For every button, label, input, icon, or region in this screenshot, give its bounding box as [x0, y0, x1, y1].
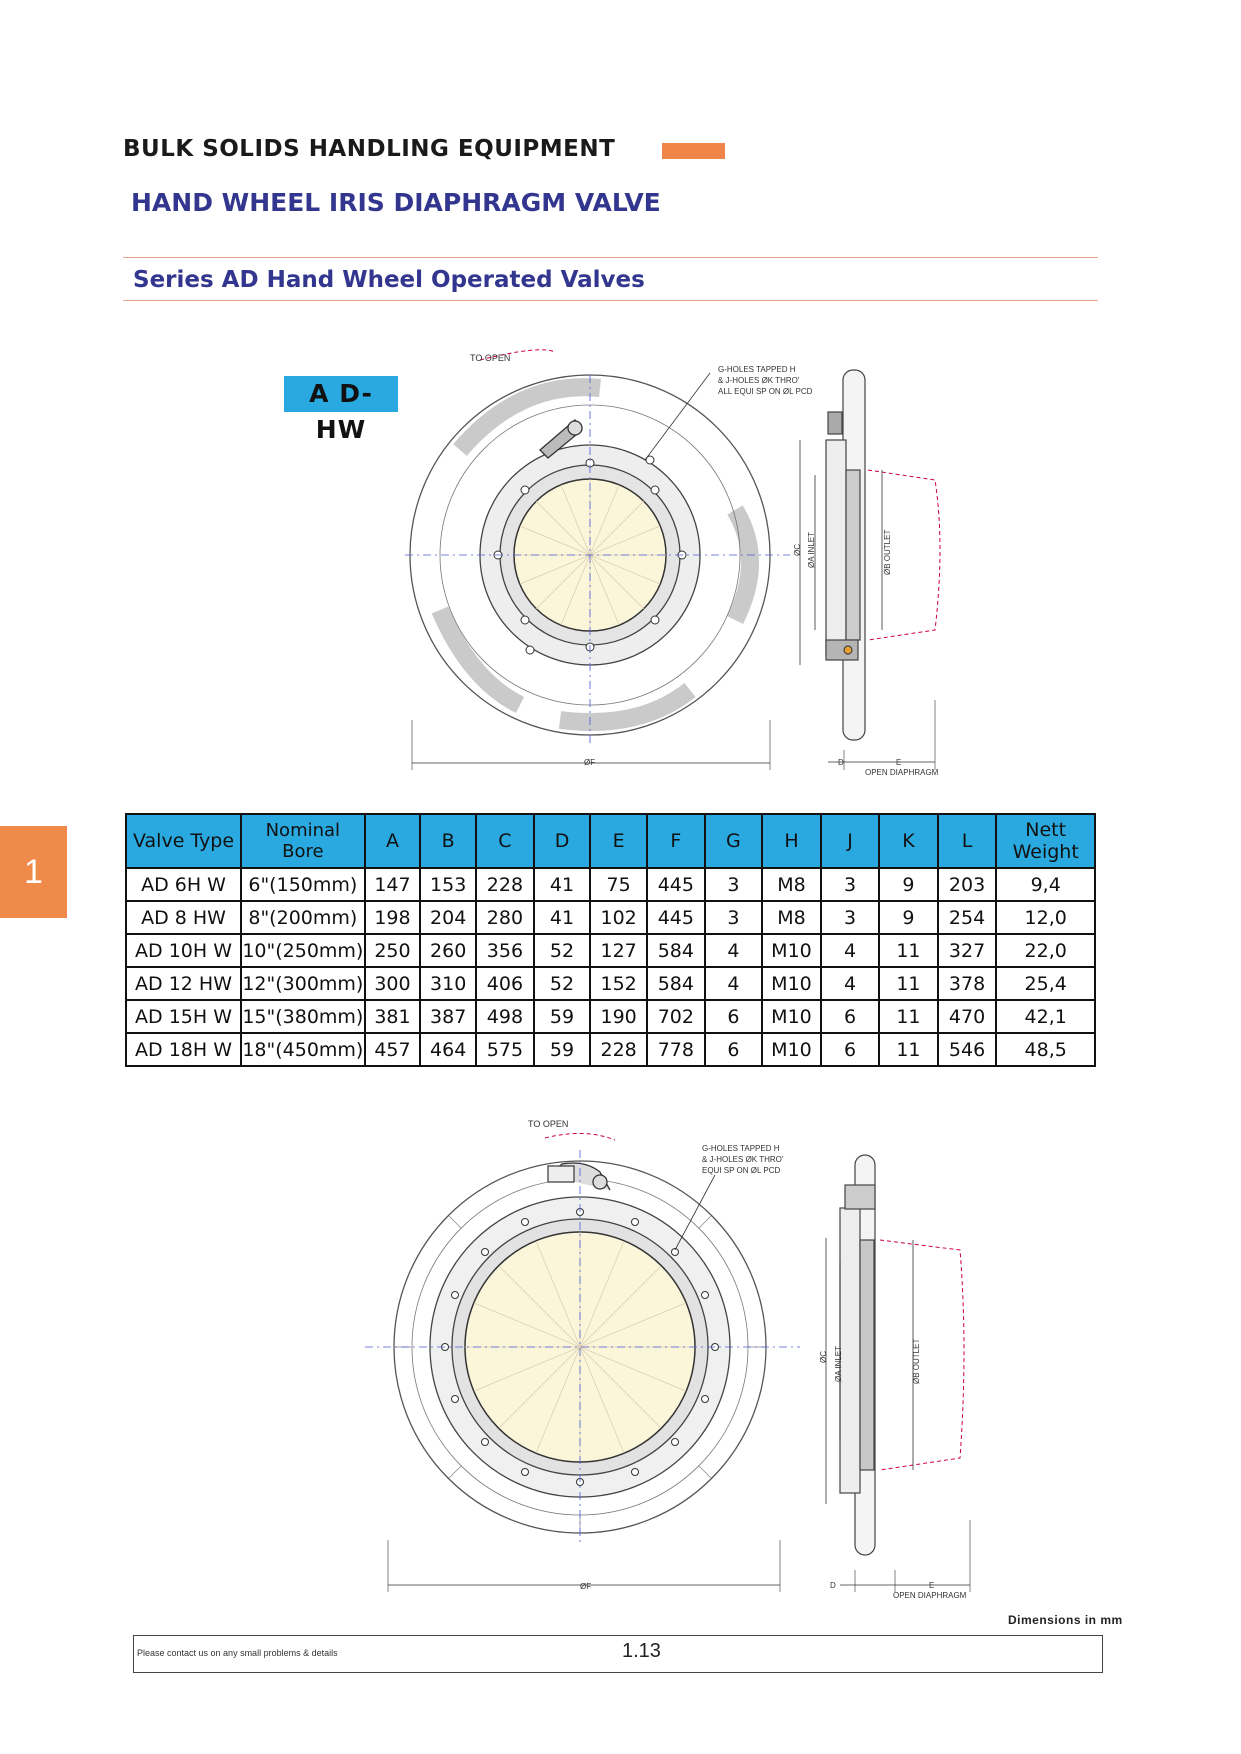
- to-open-label: TO OPEN: [470, 353, 511, 363]
- table-cell: 25,4: [996, 967, 1095, 1000]
- col-valve-type: Valve Type: [126, 814, 241, 868]
- table-cell: M8: [762, 868, 821, 901]
- dim-f-label: ØF: [584, 758, 596, 767]
- dim-e-label: E: [896, 758, 902, 767]
- table-cell: 52: [534, 934, 591, 967]
- table-cell: 11: [879, 1000, 938, 1033]
- table-cell: 12,0: [996, 901, 1095, 934]
- table-cell: 406: [476, 967, 534, 1000]
- table-cell: 327: [938, 934, 997, 967]
- col-e: E: [590, 814, 647, 868]
- dim-c-label-bottom: ØC: [819, 1351, 828, 1363]
- model-badge: A D-HW: [284, 376, 398, 412]
- chapter-tab: 1: [0, 826, 67, 918]
- table-cell: AD 12 HW: [126, 967, 241, 1000]
- table-cell: 52: [534, 967, 591, 1000]
- holes-note-2: & J-HOLES ØK THRO': [718, 376, 800, 385]
- holes-note-bottom-1: G-HOLES TAPPED H: [702, 1144, 780, 1153]
- table-cell: 457: [365, 1033, 421, 1066]
- dim-e-label-bottom: E: [929, 1581, 935, 1590]
- table-cell: AD 15H W: [126, 1000, 241, 1033]
- col-a: A: [365, 814, 421, 868]
- table-cell: AD 18H W: [126, 1033, 241, 1066]
- table-cell: 15"(380mm): [241, 1000, 365, 1033]
- dim-d-label: D: [838, 758, 844, 767]
- table-cell: 75: [590, 868, 647, 901]
- dim-d-label-bottom: D: [830, 1581, 836, 1590]
- holes-note-3: ALL EQUI SP ON ØL PCD: [718, 387, 813, 396]
- table-cell: AD 10H W: [126, 934, 241, 967]
- table-cell: 3: [821, 901, 879, 934]
- holes-note-bottom-3: EQUI SP ON ØL PCD: [702, 1166, 781, 1175]
- dim-a-label: ØA INLET: [807, 531, 816, 568]
- table-cell: 498: [476, 1000, 534, 1033]
- table-cell: 378: [938, 967, 997, 1000]
- col-g: G: [705, 814, 762, 868]
- table-cell: 4: [705, 967, 762, 1000]
- table-cell: 11: [879, 967, 938, 1000]
- table-cell: 11: [879, 934, 938, 967]
- table-cell: 203: [938, 868, 997, 901]
- table-cell: 42,1: [996, 1000, 1095, 1033]
- table-cell: 6: [821, 1000, 879, 1033]
- table-cell: 445: [647, 868, 705, 901]
- col-nett-weight: Nett Weight: [996, 814, 1095, 868]
- table-cell: 198: [365, 901, 421, 934]
- table-cell: 22,0: [996, 934, 1095, 967]
- table-cell: 4: [705, 934, 762, 967]
- table-cell: 470: [938, 1000, 997, 1033]
- table-cell: 445: [647, 901, 705, 934]
- table-cell: 147: [365, 868, 421, 901]
- table-cell: 12"(300mm): [241, 967, 365, 1000]
- table-cell: 464: [420, 1033, 476, 1066]
- dim-c-label: ØC: [793, 544, 802, 556]
- table-cell: 250: [365, 934, 421, 967]
- table-cell: 41: [534, 868, 591, 901]
- table-cell: 8"(200mm): [241, 901, 365, 934]
- table-cell: 387: [420, 1000, 476, 1033]
- holes-note-1: G-HOLES TAPPED H: [718, 365, 796, 374]
- table-cell: 310: [420, 967, 476, 1000]
- to-open-label-bottom: TO OPEN: [528, 1119, 569, 1129]
- table-cell: 584: [647, 934, 705, 967]
- col-d: D: [534, 814, 591, 868]
- dim-f-label-bottom: ØF: [580, 1582, 592, 1591]
- table-cell: M10: [762, 1000, 821, 1033]
- page-number: 1.13: [622, 1640, 661, 1662]
- table-cell: 48,5: [996, 1033, 1095, 1066]
- table-cell: 3: [705, 868, 762, 901]
- table-cell: 127: [590, 934, 647, 967]
- table-cell: 10"(250mm): [241, 934, 365, 967]
- table-cell: M10: [762, 967, 821, 1000]
- holes-note-bottom-2: & J-HOLES ØK THRO': [702, 1155, 784, 1164]
- col-j: J: [821, 814, 879, 868]
- table-cell: 356: [476, 934, 534, 967]
- table-cell: AD 6H W: [126, 868, 241, 901]
- table-cell: 59: [534, 1000, 591, 1033]
- table-cell: 4: [821, 967, 879, 1000]
- table-cell: 300: [365, 967, 421, 1000]
- brand-heading: BULK SOLIDS HANDLING EQUIPMENT: [123, 136, 616, 162]
- contact-note: Please contact us on any small problems & details: [137, 1648, 338, 1658]
- table-cell: 59: [534, 1033, 591, 1066]
- open-diaphragm-label: OPEN DIAPHRAGM: [865, 768, 939, 777]
- table-cell: 204: [420, 901, 476, 934]
- table-cell: 584: [647, 967, 705, 1000]
- table-cell: M10: [762, 1033, 821, 1066]
- table-cell: 9: [879, 868, 938, 901]
- dim-b-label-bottom: ØB OUTLET: [912, 1338, 921, 1384]
- col-l: L: [938, 814, 997, 868]
- table-cell: 6: [821, 1033, 879, 1066]
- table-cell: 702: [647, 1000, 705, 1033]
- table-cell: 9,4: [996, 868, 1095, 901]
- table-cell: 228: [476, 868, 534, 901]
- table-cell: 41: [534, 901, 591, 934]
- table-cell: M8: [762, 901, 821, 934]
- table-cell: AD 8 HW: [126, 901, 241, 934]
- table-cell: 6: [705, 1033, 762, 1066]
- table-cell: 575: [476, 1033, 534, 1066]
- col-b: B: [420, 814, 476, 868]
- table-cell: 546: [938, 1033, 997, 1066]
- col-k: K: [879, 814, 938, 868]
- table-cell: 102: [590, 901, 647, 934]
- table-cell: M10: [762, 934, 821, 967]
- page-title: HAND WHEEL IRIS DIAPHRAGM VALVE: [131, 188, 661, 217]
- open-diaphragm-label-bottom: OPEN DIAPHRAGM: [893, 1591, 967, 1600]
- table-cell: 152: [590, 967, 647, 1000]
- col-nominal-bore: Nominal Bore: [241, 814, 365, 868]
- col-c: C: [476, 814, 534, 868]
- section-subtitle: Series AD Hand Wheel Operated Valves: [133, 267, 645, 293]
- table-cell: 9: [879, 901, 938, 934]
- table-cell: 381: [365, 1000, 421, 1033]
- table-cell: 260: [420, 934, 476, 967]
- col-h: H: [762, 814, 821, 868]
- table-cell: 6"(150mm): [241, 868, 365, 901]
- dimensions-note: Dimensions in mm: [1008, 1613, 1123, 1627]
- table-cell: 778: [647, 1033, 705, 1066]
- table-cell: 280: [476, 901, 534, 934]
- table-cell: 228: [590, 1033, 647, 1066]
- table-cell: 6: [705, 1000, 762, 1033]
- dim-a-label-bottom: ØA INLET: [834, 1345, 843, 1382]
- dim-b-label: ØB OUTLET: [883, 529, 892, 575]
- col-f: F: [647, 814, 705, 868]
- table-cell: 4: [821, 934, 879, 967]
- table-cell: 3: [705, 901, 762, 934]
- table-cell: 3: [821, 868, 879, 901]
- table-cell: 254: [938, 901, 997, 934]
- table-cell: 190: [590, 1000, 647, 1033]
- table-cell: 18"(450mm): [241, 1033, 365, 1066]
- table-cell: 11: [879, 1033, 938, 1066]
- table-cell: 153: [420, 868, 476, 901]
